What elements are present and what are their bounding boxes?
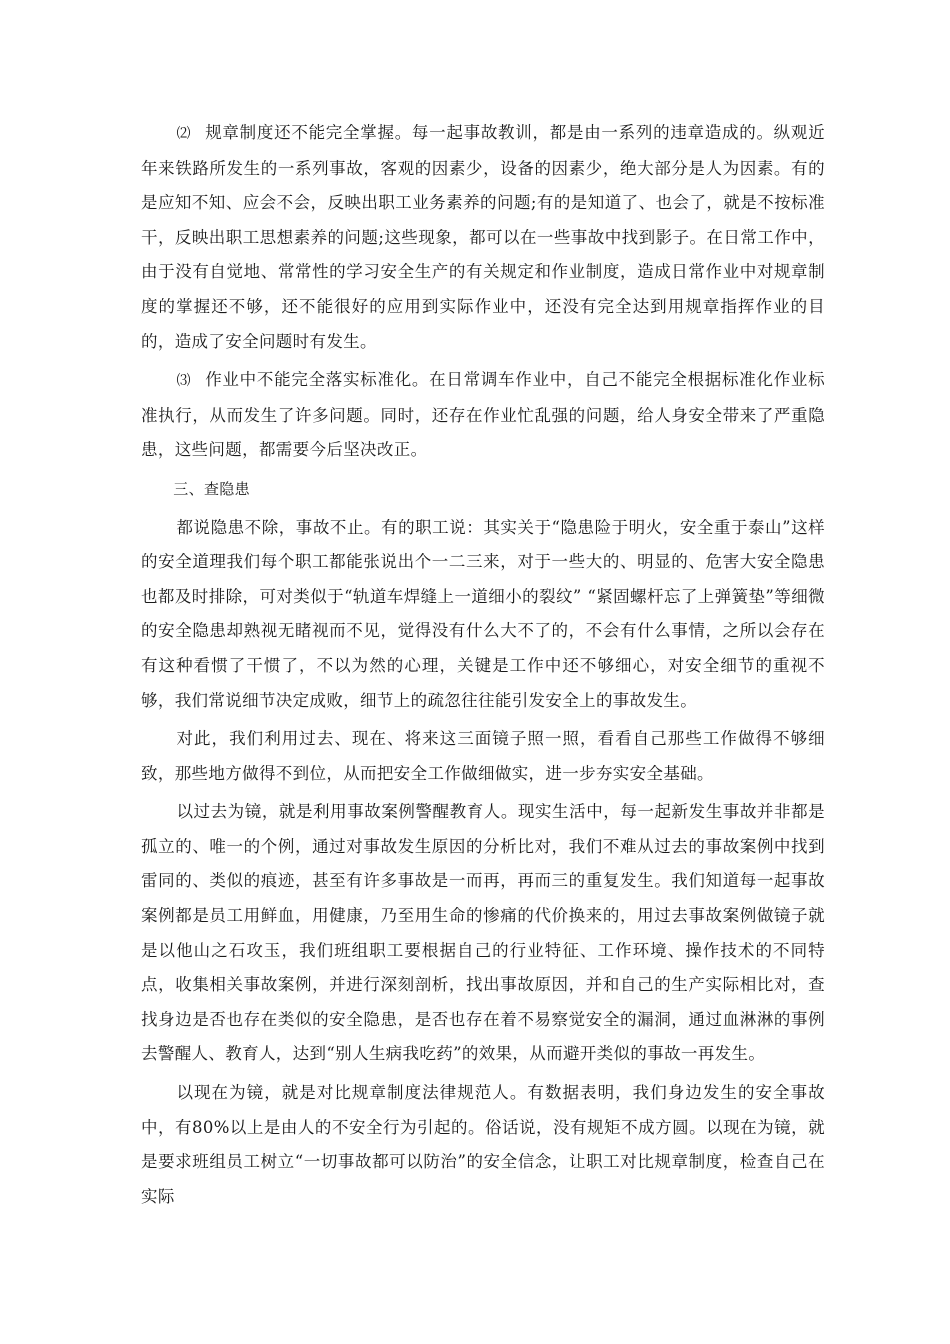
- body-paragraph-3: 以过去为镜，就是利用事故案例警醒教育人。现实生活中，每一起新发生事故并非都是孤立的、唯一的个例，通过对事故发生原因的分析比对，我们不难从过去的事故案例中找到雷同的、类似的痕迹，甚至有许多事故是一而再，再而三的重复发生。我们知道每一起事故案例都是员工用鲜血，用健康，乃至用生命的惨痛的代价换来的，用过去事故案例做镜子就是以他山之石攻玉，我们班组职工要根据自己的行业特征、工作环境、操作技术的不同特点，收集相关事故案例，并进行深刻剖析，找出事故原因，并和自己的生产实际相比对，查找身边是否也存在类似的安全隐患，是否也存在着不易察觉安全的漏洞，通过血淋淋的事例去警醒人、教育人，达到“别人生病我吃药”的效果，从而避开类似的事故一再发生。: [141, 802, 825, 1064]
- item-3-paragraph: [141, 363, 825, 468]
- body-paragraph-1: 都说隐患不除，事故不止。有的职工说：其实关于“隐患险于明火，安全重于泰山”这样的安全道理我们每个职工都能张说出个一二三来，对于一些大的、明显的、危害大安全隐患也都及时排除，可对类似于“轨道车焊缝上一道细小的裂纹” “紧固螺杆忘了上弹簧垫”等细微的安全隐患却熟视无睹视而不见，觉得没有什么大不了的，不会有什么事情，之所以会存在有这种看惯了干惯了，不以为然的心理，关键是工作中还不够细心，对安全细节的重视不够，我们常说细节决定成败，细节上的疏忽往往能引发安全上的事故发生。: [141, 517, 825, 710]
- body-paragraph-4: 以现在为镜，就是对比规章制度法律规范人。有数据表明，我们身边发生的安全事故中，有80%以上是由人的不安全行为引起的。俗话说，没有规矩不成方圆。以现在为镜，就是要求班组员工树立“一切事故都可以防治”的安全信念，让职工对比规章制度，检查自己在实际: [141, 1083, 825, 1206]
- section-heading: 三、查隐患: [173, 479, 251, 498]
- item-2-paragraph: [141, 116, 825, 359]
- item-3-text: 作业中不能完全落实标准化。在日常调车作业中，自己不能完全根据标准化作业标准执行，从而发生了许多问题。同时，还存在作业忙乱强的问题，给人身安全带来了严重隐患，这些问题，都需要今后坚决改正。: [141, 370, 825, 460]
- body-paragraph-2: 对此，我们利用过去、现在、将来这三面镜子照一照，看看自己那些工作做得不够细致，那些地方做得不到位，从而把安全工作做细做实，进一步夯实安全基础。: [141, 729, 825, 783]
- document-body: [141, 116, 825, 1218]
- item-2-text: 规章制度还不能完全掌握。每一起事故教训，都是由一系列的违章造成的。纵观近年来铁路所发生的一系列事故，客观的因素少，设备的因素少，绝大部分是人为因素。有的是应知不知、应会不会，反映出职工业务素养的问题;有的是知道了、也会了，就是不按标准干，反映出职工思想素养的问题;这些现象，都可以在一些事故中找到影子。在日常工作中，由于没有自觉地、常常性的学习安全生产的有关规定和作业制度，造成日常作业中对规章制度的掌握还不够，还不能很好的应用到实际作业中，还没有完全达到用规章指挥作业的目的，造成了安全问题时有发生。: [141, 123, 825, 351]
- item-2-number: ⑵: [176, 126, 192, 142]
- item-3-number: ⑶: [176, 373, 192, 390]
